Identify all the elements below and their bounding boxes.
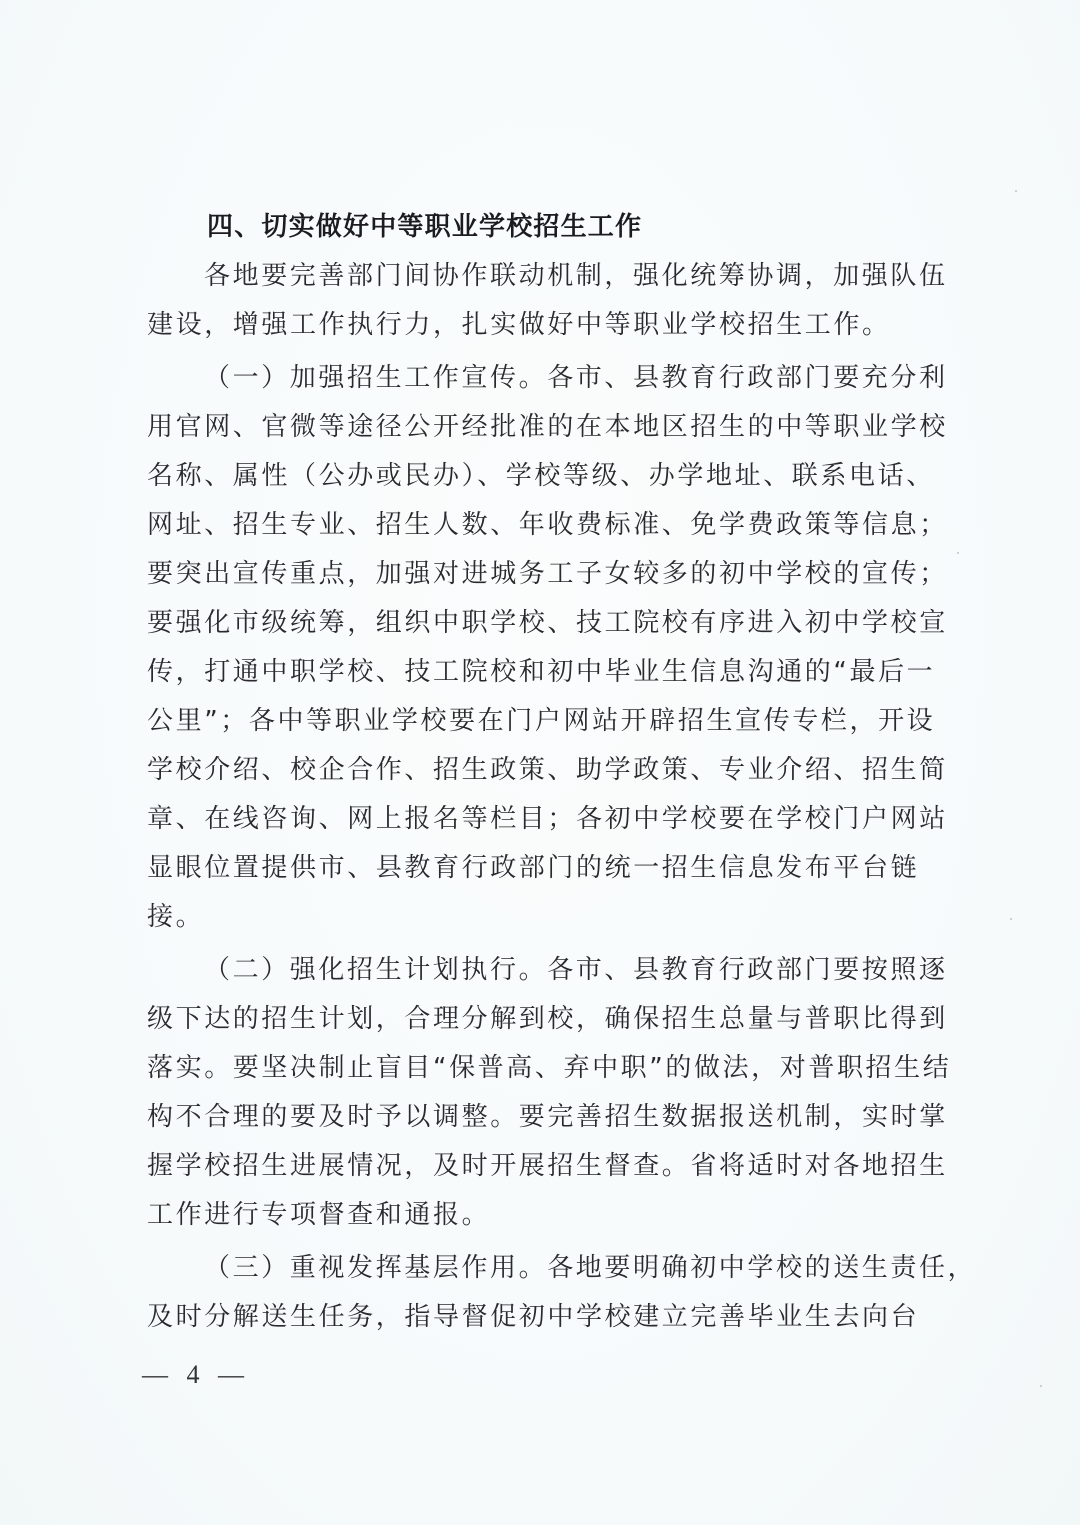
text-line: 建设，增强工作执行力，扎实做好中等职业学校招生工作。 xyxy=(147,310,891,340)
text-line: 接。 xyxy=(147,902,205,932)
text-line: 落实。要坚决制止盲目“保普高、弃中职”的做法，对普职招生结 xyxy=(147,1053,952,1083)
text-line: 网址、招生专业、招生人数、年收费标准、免学费政策等信息； xyxy=(147,510,948,540)
document-body xyxy=(147,203,977,1342)
text-line: 用官网、官微等途径公开经批准的在本地区招生的中等职业学校 xyxy=(147,412,948,442)
paragraph-grassroots-role xyxy=(147,1244,977,1342)
text-line: 构不合理的要及时予以调整。要完善招生数据报送机制，实时掌 xyxy=(147,1102,948,1132)
text-line: 握学校招生进展情况，及时开展招生督查。省将适时对各地招生 xyxy=(147,1151,948,1181)
text-line: （一）加强招生工作宣传。各市、县教育行政部门要充分利 xyxy=(204,363,948,393)
text-line: 级下达的招生计划，合理分解到校，确保招生总量与普职比得到 xyxy=(147,1004,948,1034)
text-line: 公里”；各中等职业学校要在门户网站开辟招生宣传专栏，开设 xyxy=(147,706,936,736)
scan-speck xyxy=(957,552,959,554)
text-line: 学校介绍、校企合作、招生政策、助学政策、专业介绍、招生简 xyxy=(147,755,948,785)
text-line: 显眼位置提供市、县教育行政部门的统一招生信息发布平台链 xyxy=(147,853,920,883)
text-line: 各地要完善部门间协作联动机制，强化统筹协调，加强队伍 xyxy=(204,261,948,291)
text-line: 章、在线咨询、网上报名等栏目；各初中学校要在学校门户网站 xyxy=(147,804,948,834)
scan-speck xyxy=(1015,190,1017,192)
text-line: 要突出宣传重点，加强对进城务工子女较多的初中学校的宣传； xyxy=(147,559,948,589)
intro-paragraph xyxy=(147,252,950,350)
text-line: 传，打通中职学校、技工院校和初中毕业生信息沟通的“最后一 xyxy=(147,657,936,687)
paragraph-enrollment-plan xyxy=(147,946,950,1240)
text-line: （二）强化招生计划执行。各市、县教育行政部门要按照逐 xyxy=(204,955,948,985)
paragraph-publicity xyxy=(147,354,950,942)
text-line: 要强化市级统筹，组织中职学校、技工院校有序进入初中学校宣 xyxy=(147,608,948,638)
text-line: 及时分解送生任务，指导督促初中学校建立完善毕业生去向台 xyxy=(147,1302,920,1332)
page-number: — 4 — xyxy=(142,1360,250,1389)
scan-speck xyxy=(1040,1385,1042,1387)
text-line: （三）重视发挥基层作用。各地要明确初中学校的送生责任， xyxy=(204,1253,977,1283)
text-line: 工作进行专项督查和通报。 xyxy=(147,1200,491,1230)
text-line: 名称、属性（公办或民办）、学校等级、办学地址、联系电话、 xyxy=(147,461,935,491)
section-heading: 四、切实做好中等职业学校招生工作 xyxy=(207,212,643,242)
scan-speck xyxy=(1010,918,1012,920)
